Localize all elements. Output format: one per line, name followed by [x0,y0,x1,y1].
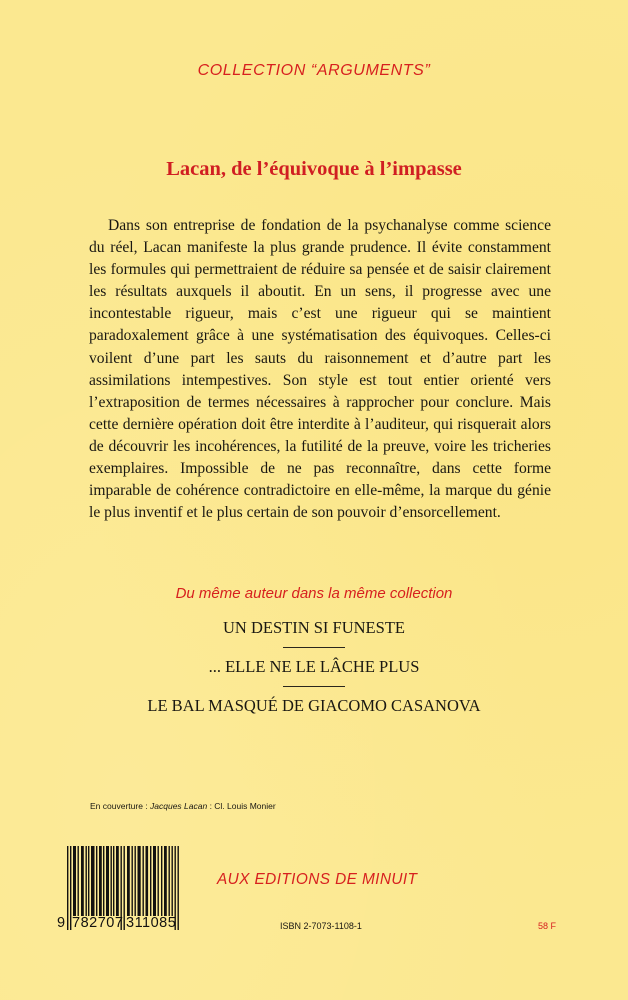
cover-credit [90,801,276,811]
blurb-paragraph: Dans son entreprise de fondation de la psychanalyse comme science du réel, Lacan manifeste la plus grande prudence. Il évite constamment les formules qui permettraient de réduire sa pensée et de saisir clairement les résultats auxquels il aboutit. En un sens, il progresse avec une incontestable rigueur, mais c’est une rigueur qui se maintient paradoxalement grâce à une systématisation des équivoques. Celles-ci voilent d’une part les sauts du raisonnement et d’autre part les assimilations intempestives. Son style est tout entier orienté vers l’extraposition de termes nécessaires à rapprocher pour conclure. Mais cette dernière opération doit être interdite à l’auditeur, qui risquerait alors de découvrir les incohérences, la futilité de la preuve, voire les tricheries exemplaires. Impossible de ne pas reconnaître, dans cette forme imparable de cohérence contradictoire en elle-même, la marque du génie le plus inventif et le plus certain de son pouvoir d’ensorcellement. [89,217,551,522]
barcode-left-group: 782707 [72,915,124,931]
works-list [0,617,628,717]
divider [283,686,345,687]
book-title: Lacan, de l’équivoque à l’impasse [166,158,462,180]
cover-credit-subject: Jacques Lacan [150,801,208,811]
barcode-first-digit: 9 [57,915,66,931]
price: 58 F [538,921,557,931]
collection-label: COLLECTION “ARGUMENTS” [197,62,431,79]
isbn: ISBN 2-7073-1108-1 [280,921,362,931]
publisher: AUX EDITIONS DE MINUIT [217,871,418,888]
cover-credit-suffix: : Cl. Louis Monier [207,801,276,811]
work-title: ... ELLE NE LE LÂCHE PLUS [208,657,420,676]
barcode-digits [57,914,189,932]
cover-credit-prefix: En couverture : [90,801,151,811]
work-title: LE BAL MASQUÉ DE GIACOMO CASANOVA [147,696,481,715]
same-author-heading: Du même auteur dans la même collection [175,585,453,602]
divider [283,647,345,648]
barcode [57,846,189,932]
work-title: UN DESTIN SI FUNESTE [223,618,405,637]
barcode-right-group: 311085 [126,915,177,931]
